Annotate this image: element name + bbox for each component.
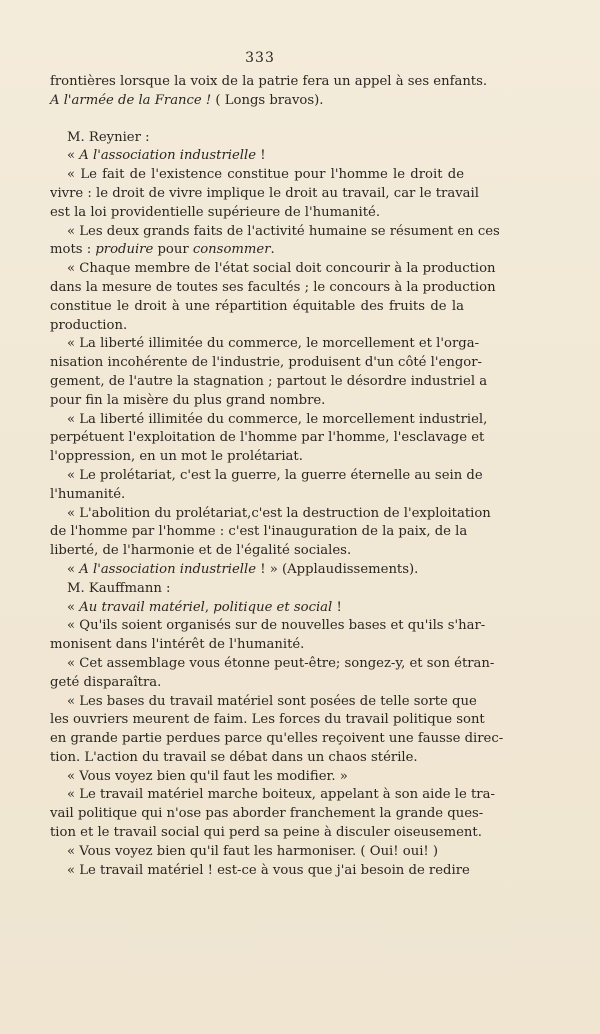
body-text — [50, 73, 504, 880]
text-segment: l'humanité. — [50, 486, 126, 502]
italic-text: politique et social — [213, 599, 333, 615]
text-segment: vivre : le droit de vivre implique le droit au travail, car le travail — [50, 185, 479, 201]
page-number: 333 — [245, 50, 275, 66]
italic-text: produire — [95, 242, 154, 258]
text-line — [50, 467, 483, 486]
text-segment: « L'abolition du prolétariat,c'est la destruction de l'exploitation — [67, 505, 491, 521]
italic-text: consommer — [192, 242, 271, 258]
text-line — [50, 241, 464, 260]
text-segment: « La liberté illimitée du commerce, le morcellement industriel, — [67, 411, 488, 427]
text-segment: est la loi providentielle supérieure de l'humanité. — [50, 204, 381, 220]
text-segment: « Le prolétariat, c'est la guerre, la guerre éternelle au sein de — [67, 467, 483, 483]
text-line — [50, 862, 470, 881]
text-segment: « Le travail matériel ! est-ce à vous que j'ai besoin de redire — [67, 862, 470, 878]
text-segment: frontières lorsque la voix de la patrie fera un appel à ses enfants. — [50, 74, 488, 89]
text-segment: « Qu'ils soient organisés sur de nouvelles bases et qu'ils s'har- — [67, 618, 486, 634]
text-segment: « — [67, 599, 80, 615]
text-segment: « Vous voyez bien qu'il faut les harmoniser. ( Oui! oui! ) — [67, 843, 439, 859]
text-line — [50, 373, 488, 392]
text-segment: monisent dans l'intérêt de l'humanité. — [50, 637, 305, 653]
text-line — [50, 185, 479, 204]
text-line — [50, 486, 464, 505]
text-segment: liberté, de l'harmonie et de l'égalité sociales. — [50, 543, 352, 559]
text-segment: « Vous voyez bien qu'il faut les modifier. » — [67, 768, 348, 784]
text-line — [50, 354, 482, 373]
italic-text: A l'armée de la France ! — [50, 92, 212, 108]
text-segment: . — [270, 242, 275, 258]
text-segment: vail politique qui n'ose pas aborder franchement la grande ques- — [50, 806, 484, 822]
text-line — [50, 129, 464, 148]
text-segment: de l'homme par l'homme : c'est l'inauguration de la paix, de la — [50, 524, 468, 540]
text-line — [50, 730, 504, 749]
text-line — [50, 674, 464, 693]
text-line — [50, 260, 496, 279]
text-line — [50, 147, 464, 166]
text-line — [50, 542, 464, 561]
text-line — [50, 561, 464, 580]
text-segment: , — [204, 599, 214, 615]
text-line — [50, 805, 484, 824]
text-line — [50, 392, 464, 411]
text-segment: dans la mesure de toutes ses facultés ; le concours à la production — [50, 279, 496, 295]
text-segment: geté disparaîtra. — [50, 674, 162, 690]
text-segment: « Cet assemblage vous étonne peut-être; songez-y, et son étran- — [67, 655, 495, 671]
text-segment: « Les bases du travail matériel sont posées de telle sorte que — [67, 693, 477, 709]
text-segment: ! — [256, 148, 266, 164]
text-segment: ( Longs bravos). — [211, 92, 324, 108]
text-segment: l'oppression, en un mot le prolétariat. — [50, 449, 303, 465]
text-line — [50, 298, 464, 317]
text-segment: « Les deux grands faits de l'activité humaine se résument en ces — [67, 223, 500, 239]
text-line — [50, 636, 464, 655]
text-segment: tion. L'action du travail se débat dans un chaos stérile. — [50, 749, 418, 765]
text-line — [50, 429, 485, 448]
text-line — [50, 204, 464, 223]
text-line — [50, 824, 482, 843]
text-segment: mots : — [50, 242, 96, 258]
text-segment: « Le travail matériel marche boiteux, appelant à son aide le tra- — [67, 787, 495, 803]
text-segment: « Le fait de l'existence constitue pour l'homme le droit de — [67, 167, 464, 183]
text-line — [50, 711, 485, 730]
text-segment: en grande partie perdues parce qu'elles reçoivent une fausse direc- — [50, 731, 504, 747]
text-line — [50, 693, 477, 712]
text-segment: « — [67, 561, 80, 577]
italic-text: A l'association industrielle — [79, 148, 257, 164]
text-line — [50, 617, 486, 636]
text-segment: production. — [50, 317, 128, 333]
text-line — [50, 448, 464, 467]
text-segment: pour fin la misère du plus grand nombre. — [50, 392, 326, 408]
text-line — [50, 166, 464, 185]
text-line — [50, 843, 464, 862]
text-segment: « Chaque membre de l'état social doit concourir à la production — [67, 261, 496, 277]
text-line — [50, 279, 496, 298]
text-line — [50, 223, 500, 242]
text-line — [50, 768, 464, 787]
italic-text: A l'association industrielle — [79, 561, 257, 577]
text-line — [50, 580, 464, 599]
text-segment: perpétuent l'exploitation de l'homme par l'homme, l'esclavage et — [50, 430, 485, 446]
text-line — [50, 655, 495, 674]
text-segment: ! — [332, 599, 342, 615]
text-line — [50, 73, 488, 92]
text-segment: « — [67, 148, 80, 164]
text-segment: M. Kauffmann : — [67, 580, 171, 596]
text-segment: ! » (Applaudissements). — [256, 561, 419, 577]
text-line — [50, 749, 464, 768]
text-segment: « La liberté illimitée du commerce, le morcellement et l'orga- — [67, 336, 480, 352]
text-line — [50, 599, 464, 618]
italic-text: Au travail matériel — [79, 599, 205, 615]
text-line — [50, 505, 491, 524]
text-segment: les ouvriers meurent de faim. Les forces du travail politique sont — [50, 712, 485, 728]
text-line — [50, 92, 464, 111]
text-segment: pour — [153, 242, 193, 258]
text-line — [50, 411, 488, 430]
text-line — [50, 523, 468, 542]
text-line — [50, 317, 464, 336]
text-line — [50, 786, 495, 805]
text-line — [50, 335, 480, 354]
text-segment: gement, de l'autre la stagnation ; partout le désordre industriel a — [50, 373, 488, 389]
text-segment: constitue le droit à une répartition équitable des fruits de la — [50, 298, 464, 314]
text-segment: nisation incohérente de l'industrie, produisent d'un côté l'engor- — [50, 355, 482, 371]
text-segment: tion et le travail social qui perd sa peine à disculer oiseusement. — [50, 825, 482, 841]
text-segment: M. Reynier : — [67, 129, 150, 145]
